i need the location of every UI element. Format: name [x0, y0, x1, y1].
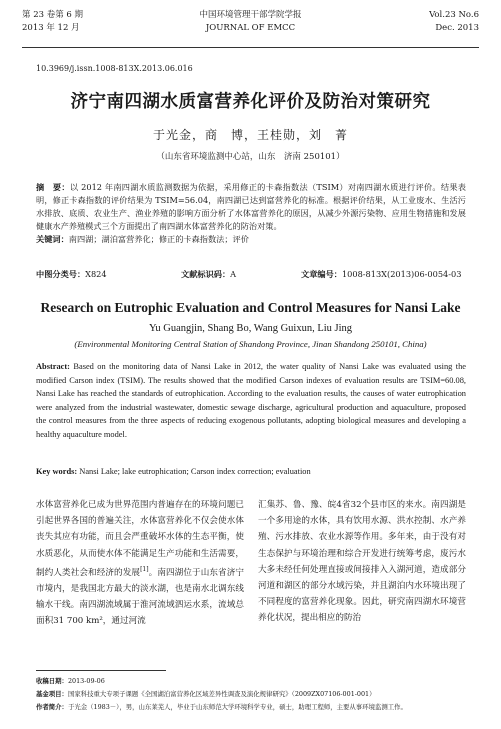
volume-cn: 第 23 卷第 6 期 [22, 10, 84, 20]
affiliation-en: (Environmental Monitoring Central Station of Shandong Province, Jinan Shandong 250101, China) [74, 339, 427, 349]
abstract-en-text: Based on the monitoring data of Nansi Lake in 2012, the water quality of Nansi Lake was evaluated using the modified Carson index (TSIM). The results showed that the modified Carson indexes of evaluation results are TSIM=60.08, Nansi Lake has reached the standards of eutrophication. According to the evaluation results, the causes of water eutrophication were analyzed from the industrial wastewater, domestic sewage discharge, agricultural production and aquaculture, proposed the control measures from the three aspects of reducing exogenous pollutants, adopting biological measures and developing a healthy aquaculture model. [36, 362, 466, 439]
volume-en: Vol.23 No.6 [429, 10, 479, 20]
article-title-cn: 济宁南四湖水质富营养化评价及防治对策研究 [70, 92, 431, 112]
author-label: 作者简介： [36, 703, 68, 711]
body-column-left [36, 497, 244, 629]
article-no-value: 1008-813X(2013)06-0054-03 [341, 269, 462, 279]
affiliation-cn: （山东省环境监测中心站，山东 济南 250101） [156, 152, 345, 162]
fund-text: 国家科技重大专项子课题《全国湖泊富营养化区域差异性调查及演化规律研究》（2009ZX07106-001-001） [67, 690, 376, 698]
abstract-en [36, 360, 466, 441]
header-center [22, 9, 479, 35]
keywords-cn-label: 关键词： [36, 234, 69, 244]
received-text: 2013-09-06 [67, 677, 105, 685]
keywords-en-label: Key words: [36, 467, 78, 476]
body-left-text-1: 水体富营养化已成为世界范围内普遍存在的环境问题已引起世界各国的普遍关注，水体富营养化不仅会使水体丧失其应有功能，而且会严重破坏水体的生态平衡，使水质恶化，从而使水体不能满足生产功能和生活需要，制约人类社会和经济的发展 [36, 500, 244, 578]
footnote-received [36, 676, 476, 685]
body-left-text-2: 。南四湖位于山东省济宁市境内，是我国北方最大的淡水湖，也是南水北调东线输水干线。南四湖流域属于淮河流域泗运水系，流域总面积31 700 km²，通过河流 [36, 567, 244, 627]
date-cn: 2013 年 12 月 [22, 23, 80, 33]
article-no [301, 269, 462, 280]
footnote-fund [36, 689, 476, 698]
citation-ref[interactable]: [1] [140, 565, 149, 573]
abstract-en-label: Abstract: [36, 362, 70, 371]
keywords-cn-text: 南四湖；湖泊富营养化；修正的卡森指数法；评价 [68, 234, 249, 244]
fund-label: 基金项目： [36, 690, 68, 698]
doc-code-label: 文献标识码： [181, 269, 231, 279]
date-en: Dec. 2013 [435, 23, 479, 33]
doc-code [181, 269, 237, 280]
authors-cn: 于光金，商 博，王桂勋，刘 菁 [152, 128, 348, 142]
doi[interactable]: 10.3969/j.issn.1008-813X.2013.06.016 [36, 64, 193, 73]
keywords-en-text: Nansi Lake; lake eutrophication; Carson index correction; evaluation [79, 467, 311, 476]
keywords-en [36, 467, 466, 476]
article-no-label: 文章编号： [301, 269, 342, 279]
journal-cn: 中国环境管理干部学院学报 [199, 10, 302, 20]
authors-en: Yu Guangjin, Shang Bo, Wang Guixun, Liu Jing [148, 323, 353, 334]
footnote-rule [36, 670, 166, 671]
body-column-right: 汇集苏、鲁、豫、皖4省32个县市区的来水。南四湖是一个多用途的水体，具有饮用水源、洪水控制、水产养殖、污水排放、农业水源等作用。多年来，由于没有对生态保护与环境治理和综合开发进行统筹考虑，废污水大多未经任何处理直接或间接排入入湖河道，造成部分河道和湖区的部分水域污染，并且湖泊内水环境出现了不同程度的富营养化现象。因此，研究南四湖水环境营养化状况，提出相应的防治 [258, 500, 466, 624]
abstract-cn [36, 181, 466, 246]
journal-en: JOURNAL OF EMCC [205, 23, 296, 33]
footnote-author [36, 702, 476, 711]
running-header [22, 9, 479, 49]
classification-label: 中图分类号： [36, 269, 86, 279]
article-title-en: Research on Eutrophic Evaluation and Control Measures for Nansi Lake [40, 300, 461, 315]
classification [36, 269, 107, 280]
header-rule [22, 47, 479, 48]
abstract-cn-text: 以 2012 年南四湖水质监测数据为依据，采用修正的卡森指数法（TSIM）对南四湖水质进行评价。结果表明，修正卡森指数的评价结果为 TSIM=56.04，南四湖已达到富营养化的标准。根据评价结果，从工业废水、生活污水排放、底质、农业生产、渔业养殖的影响方面分析了水体富营养化的原因，从减少外源污染物、应用生物措施和发展健康水产养殖模式三个方面提出了南四湖水体富营养化的防治对策。 [36, 182, 466, 231]
header-right [429, 9, 479, 35]
received-label: 收稿日期： [36, 677, 68, 685]
classification-value: X824 [85, 269, 107, 279]
author-text: 于光金（1983－），男，山东莱芜人，毕业于山东师范大学环境科学专业，硕士，助理工程师，主要从事环境监测工作。 [67, 703, 407, 711]
abstract-cn-label: 摘 要： [36, 182, 70, 192]
doc-code-value: A [230, 269, 237, 279]
